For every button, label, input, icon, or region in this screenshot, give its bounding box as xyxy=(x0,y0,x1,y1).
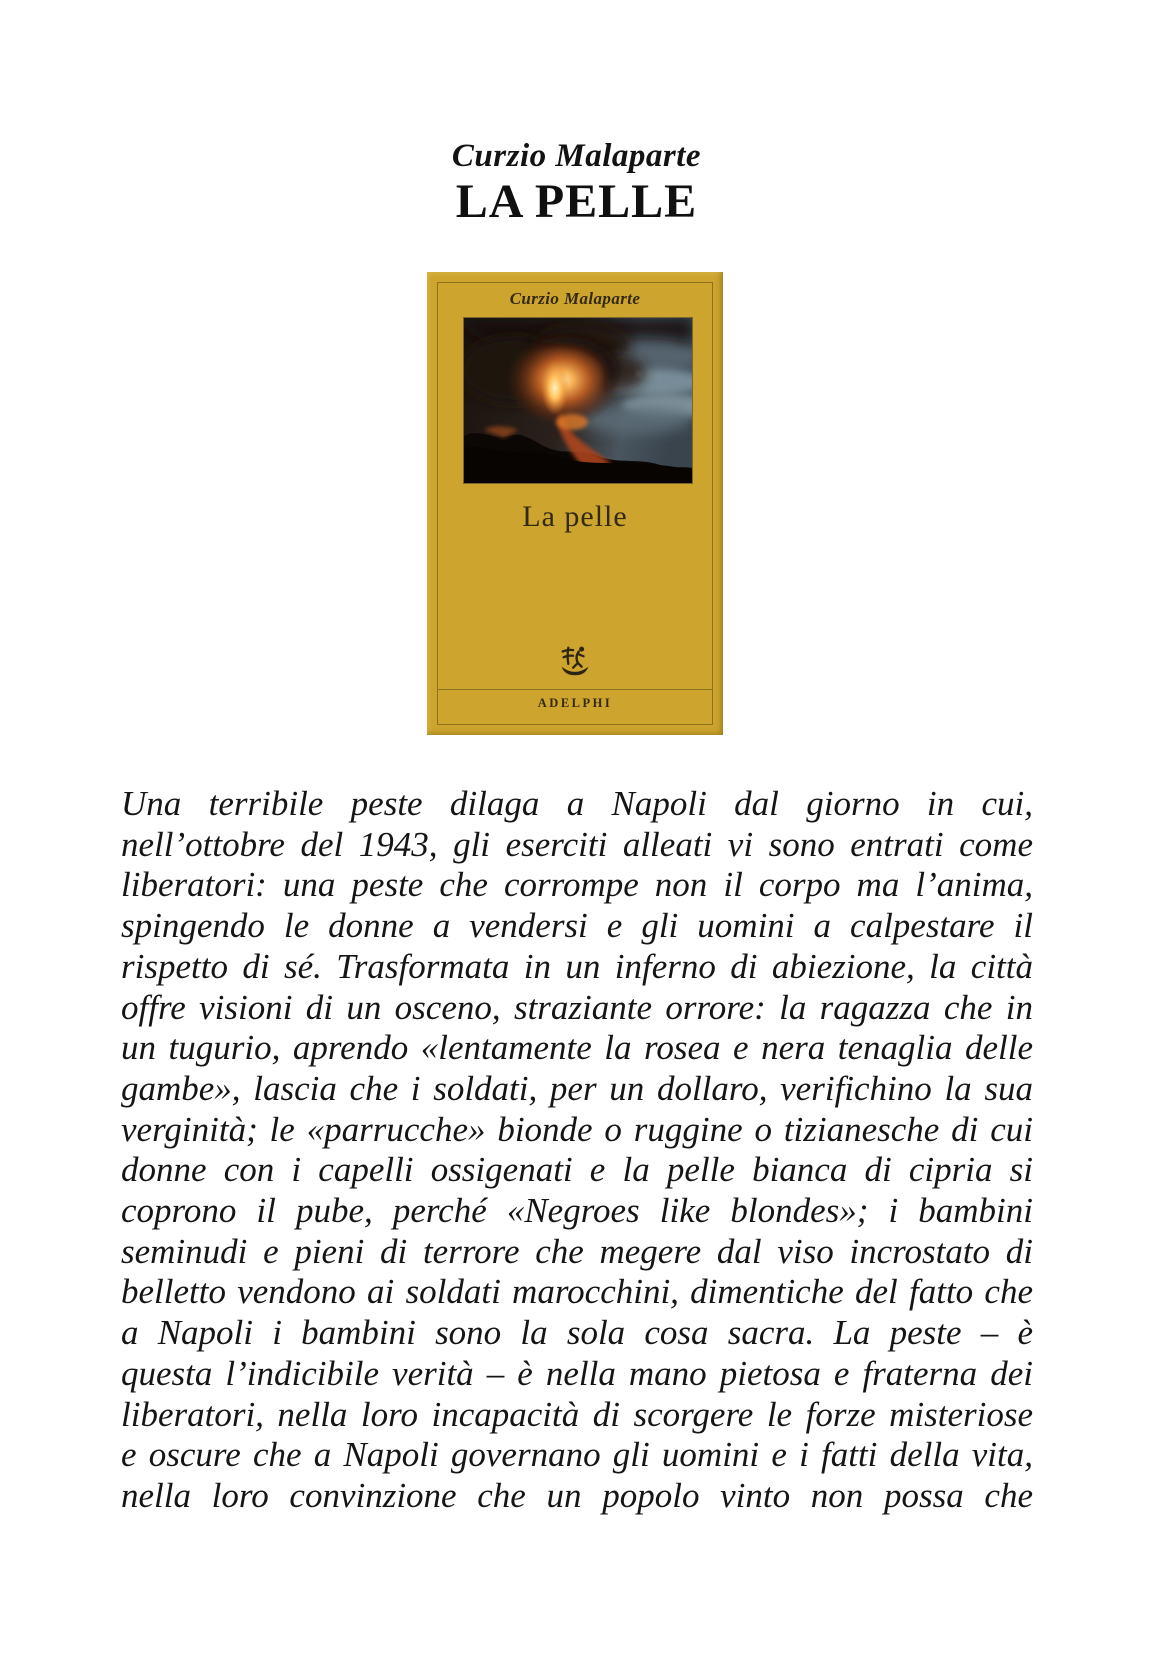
author-heading: Curzio Malaparte xyxy=(451,138,702,174)
book-description: Una terribile peste dilaga a Napoli dal giorno in cui, nell’ottobre del 1943, gli eserciti alleati vi sono entrati come liberatori: una peste che corrompe non il corpo ma l’anima, spingendo le donne a vendersi e gli uomini a calpestare il rispetto di sé. Trasformata in un inferno di abiezione, la città offre visioni di un osceno, straziante orrore: la ragazza che in un tugurio, aprendo «lentamente la rosea e nera tenaglia delle gambe», lascia che i soldati, per un dollaro, verifichino la sua verginità; le «parrucche» bionde o ruggine o tizianesche di cui donne con i capelli ossigenati e la pelle bianca di cipria si coprono il pube, perché «Negroes like blondes»; i bambini seminudi e pieni di terrore che megere dal viso incrostato di belletto vendono ai soldati marocchini, dimentiche del fatto che a Napoli i bambini sono la sola cosa sacra. La peste – è questa l’indicibile verità – è nella mano pietosa e fraterna dei liberatori, nella loro incapacità di scorgere le forze misteriose e oscure che a Napoli governano gli uomini e i fatti della vita, nella loro convinzione che un popolo vinto non possa che xyxy=(121,784,1033,1515)
cover-footer-divider xyxy=(437,689,713,690)
page-header xyxy=(0,138,1153,228)
cover-author: Curzio Malaparte xyxy=(509,289,641,308)
publisher-name: ADELPHI xyxy=(537,696,613,710)
vesuvius-eruption-painting xyxy=(464,318,692,483)
cover-title: La pelle xyxy=(522,500,628,533)
page-title: LA PELLE xyxy=(455,175,698,228)
book-cover xyxy=(427,272,723,735)
adelphi-logo-icon xyxy=(556,642,594,680)
